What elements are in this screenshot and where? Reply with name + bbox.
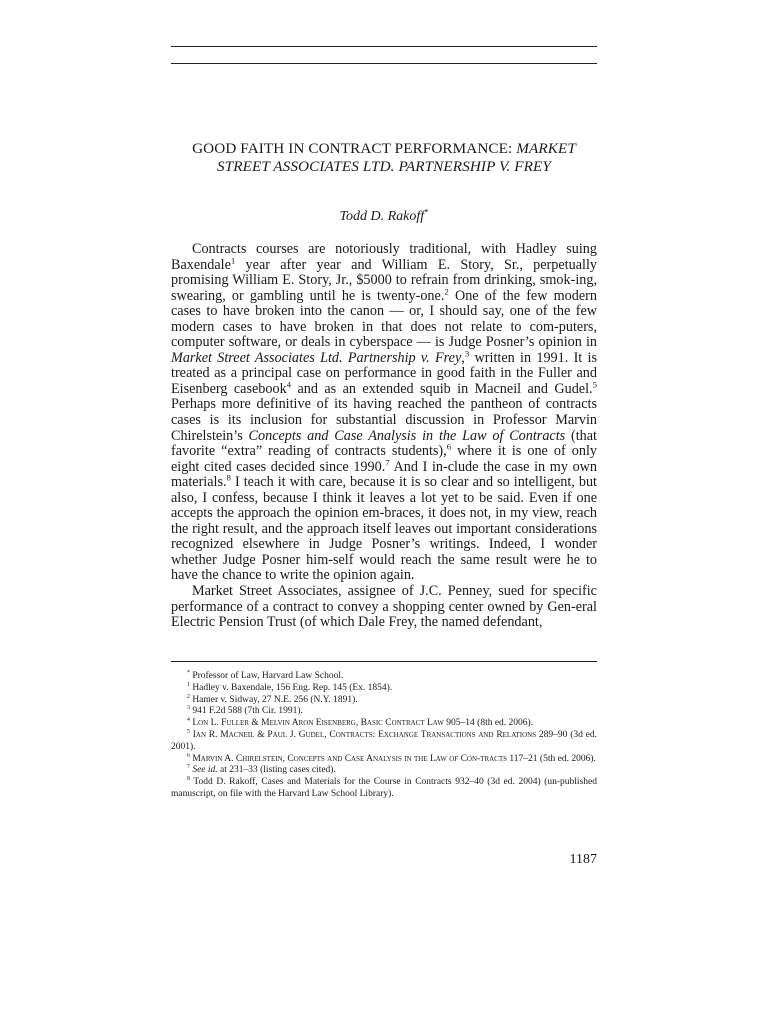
footnote-mark: 2: [187, 693, 190, 700]
book-title: Concepts and Case Analysis in the Law of Contracts: [248, 427, 566, 444]
footnote-text: Todd D. Rakoff, Cases and Materials for the Course in Contracts 932–40 (3d ed. 2004) (un-published manuscript, on file with the Harvard Law School Library).: [171, 777, 597, 799]
footnote-mark: 6: [187, 752, 190, 759]
footnote-star: [171, 671, 597, 683]
author-footnote-mark: *: [424, 206, 429, 217]
footnote-3: [171, 706, 597, 718]
footnote-source: Lon L. Fuller & Melvin Aron Eisenberg, Basic Contract Law: [189, 718, 444, 729]
footnote-divider: [171, 661, 597, 662]
footnote-mark: 5: [187, 728, 190, 735]
footnote-text: at 231–33 (listing cases cited).: [217, 765, 336, 776]
footnote-7: [171, 765, 597, 777]
footnote-ref: 5: [592, 379, 597, 390]
text-run: year after year and William E. Story, Sr., perpetually promising William E. Story, Jr., $5000 to refrain from drinking, smok-ing, swearing, or gambling until he is twenty-one.: [171, 256, 597, 304]
footnote-text: Hamer v. Sidway, 27 N.E. 256 (N.Y. 1891).: [189, 694, 358, 705]
title-italic-2: STREET ASSOCIATES LTD. PARTNERSHIP V. FREY: [217, 158, 551, 175]
case-name: Market Street Associates Ltd. Partnership v. Frey: [171, 349, 462, 366]
footnote-text: Professor of Law, Harvard Law School.: [189, 671, 344, 681]
footnote-ref: 3: [464, 348, 470, 359]
text-run: (that favorite “extra” reading of contracts students),: [171, 427, 597, 460]
text-run: Contracts courses are notoriously traditional, with Hadley suing Baxendale: [171, 241, 597, 273]
footnote-mark: 1: [187, 681, 190, 688]
footnote-ref: 6: [446, 441, 452, 452]
title-plain: GOOD FAITH IN CONTRACT PERFORMANCE:: [192, 140, 517, 157]
footnote-text: 289–90 (3d ed. 2001).: [171, 729, 597, 752]
footnote-ref: 2: [444, 285, 449, 296]
text-run: Perhaps more definitive of its having reached the pantheon of contracts cases is its inclusion for substantial discussion in Professor Marvin Chirelstein’s: [171, 396, 597, 444]
footnote-source: Marvin A. Chirelstein, Concepts and Case Analysis in the Law of Con-tracts: [189, 753, 508, 764]
title-italic-1: MARKET: [516, 140, 576, 157]
footnote-mark: 4: [187, 717, 190, 724]
text-run: ,: [461, 349, 465, 366]
paragraph-1: [171, 242, 597, 584]
footnote-mark: *: [187, 669, 190, 676]
footnote-source: Ian R. Macneil & Paul J. Gudel, Contracts: Exchange Transactions and Relations: [189, 729, 537, 740]
footnote-signal: See id.: [189, 765, 218, 776]
footnote-mark: 7: [187, 764, 190, 771]
page-number: 1187: [569, 852, 597, 867]
author-byline: [171, 206, 597, 225]
footnote-8: [171, 777, 597, 801]
text-run: One of the few modern cases to have broken into the canon — or, I should say, one of the few modern cases to have broken in that does not relate to com-puters, computer software, or deals in cyberspace — is Judge Posner’s opinion in: [171, 287, 597, 351]
author-name: Todd D. Rakoff: [339, 209, 425, 224]
article-body: [171, 242, 597, 631]
footnote-ref: 4: [286, 379, 292, 390]
footnote-mark: 8: [187, 776, 190, 783]
footnote-6: [171, 754, 597, 766]
footnote-2: [171, 695, 597, 707]
footnote-ref: 8: [226, 472, 231, 483]
article-title: [171, 140, 597, 176]
footnote-1: [171, 683, 597, 695]
footnote-4: [171, 718, 597, 730]
footnote-text: 117–21 (5th ed. 2006).: [507, 753, 596, 764]
footnote-ref: 7: [385, 456, 390, 467]
footnote-5: [171, 730, 597, 754]
footnote-ref: 1: [230, 254, 236, 265]
header-rule-top: [171, 46, 597, 47]
text-run: I teach it with care, because it is so clear and so intelligent, but also, I confess, because I think it leaves a lot yet to be said. Even if one accepts the approach the opinion em-braces, it does not, in my view, reach the right result, and the approach itself leaves out important considerations recognized elsewhere in Judge Posner’s writings. Indeed, I wonder whether Judge Posner him-self would reach the same result were he to have the chance to write the opinion again.: [171, 474, 597, 584]
header-rule-bottom: [171, 63, 597, 64]
text-run: and as an extended squib in Macneil and Gudel.: [291, 380, 593, 397]
footnote-text: Hadley v. Baxendale, 156 Eng. Rep. 145 (Ex. 1854).: [189, 682, 393, 693]
footnote-text: 905–14 (8th ed. 2006).: [443, 718, 534, 729]
footnotes: [171, 671, 597, 801]
text-run: And I in-clude the case in my own materials.: [171, 458, 597, 491]
paragraph-2: Market Street Associates, assignee of J.C. Penney, sued for specific performance of a contract to convey a shopping center owned by Gen-eral Electric Pension Trust (of which Dale Frey, the named defendant,: [171, 583, 597, 631]
footnote-mark: 3: [187, 705, 190, 712]
footnote-text: 941 F.2d 588 (7th Cir. 1991).: [189, 706, 303, 717]
text-run: where it is one of only eight cited cases decided since 1990.: [171, 443, 597, 475]
text-run: written in 1991. It is treated as a principal case on performance in good faith in the Fuller and Eisenberg casebook: [171, 349, 597, 397]
